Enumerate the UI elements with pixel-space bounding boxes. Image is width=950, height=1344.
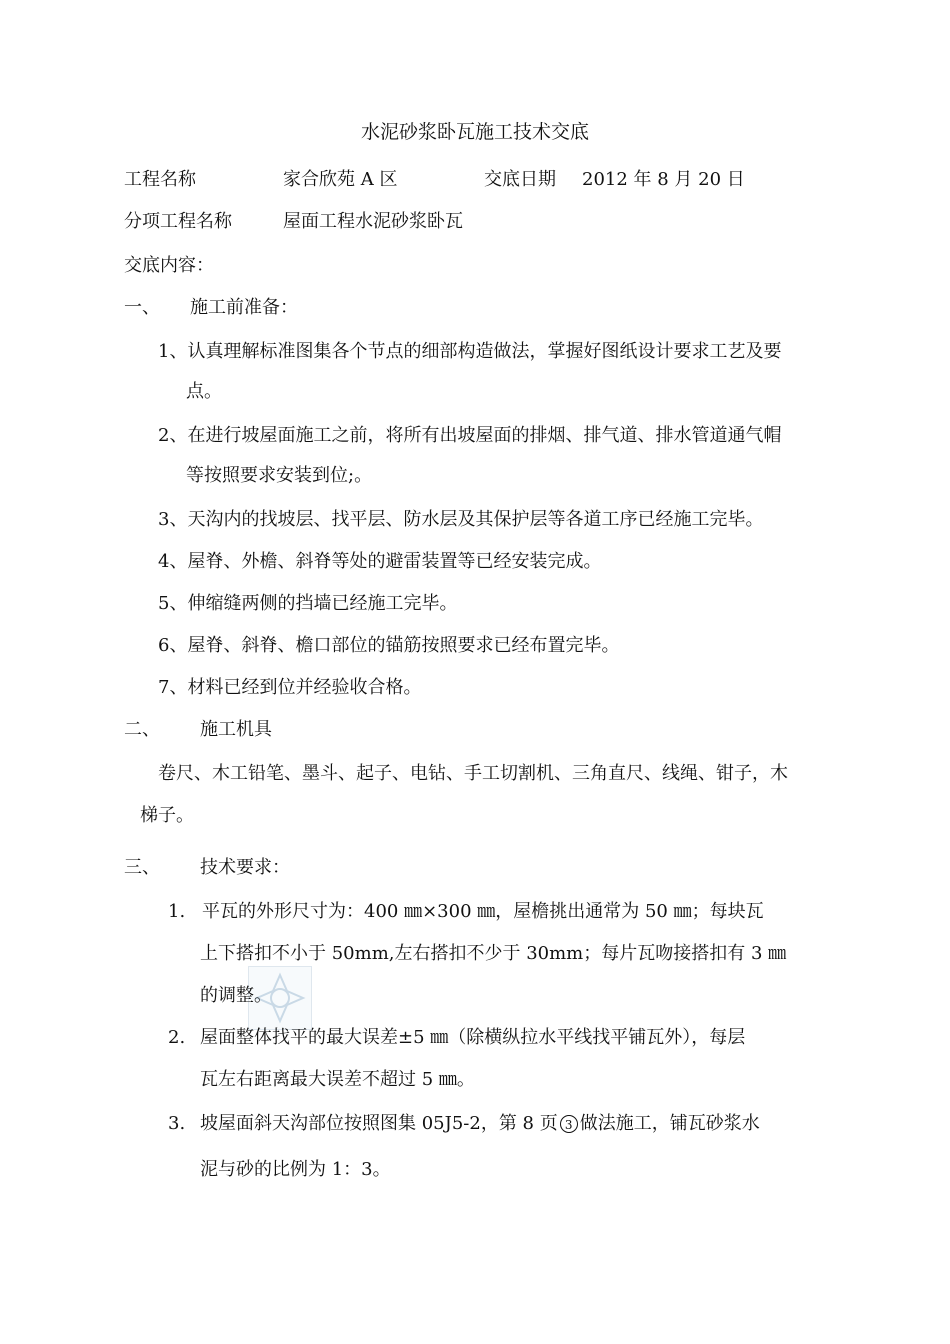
prep-item-7: 7、材料已经到位并经验收合格。	[158, 677, 422, 698]
sub-project-value: 屋面工程水泥砂浆卧瓦	[283, 211, 463, 232]
tech-item-3-cont: 泥与砂的比例为 1：3。	[200, 1159, 391, 1180]
prep-item-5: 5、伸缩缝两侧的挡墙已经施工完毕。	[158, 593, 458, 614]
tech-item-3-text-b: 做法施工，铺瓦砂浆水	[579, 1113, 760, 1134]
prep-item-4: 4、屋脊、外檐、斜脊等处的避雷装置等已经安装完成。	[158, 551, 602, 572]
tech-item-2-cont: 瓦左右距离最大误差不超过 5 ㎜。	[200, 1069, 475, 1090]
prep-item-2: 2、在进行坡屋面施工之前，将所有出坡屋面的排烟、排气道、排水管道通气帽	[158, 425, 782, 446]
project-name-value: 家合欣苑 A 区	[283, 169, 398, 190]
section-1-title: 施工前准备：	[190, 297, 298, 318]
handover-date-value: 2012 年 8 月 20 日	[582, 169, 745, 190]
prep-item-1: 1、认真理解标准图集各个节点的细部构造做法，掌握好图纸设计要求工艺及要	[158, 341, 782, 362]
prep-item-3: 3、天沟内的找坡层、找平层、防水层及其保护层等各道工序已经施工完毕。	[158, 509, 764, 530]
tech-item-1: 平瓦的外形尺寸为：400 ㎜×300 ㎜，屋檐挑出通常为 50 ㎜；每块瓦	[202, 901, 764, 922]
tools-list: 卷尺、木工铅笔、墨斗、起子、电钻、手工切割机、三角直尺、线绳、钳子，木	[158, 763, 788, 784]
section-1-number: 一、	[124, 297, 160, 318]
section-2-number: 二、	[124, 719, 160, 740]
document-title: 水泥砂浆卧瓦施工技术交底	[360, 121, 589, 143]
tech-item-3	[200, 1112, 760, 1136]
tech-item-1-cont2: 的调整。	[200, 985, 272, 1006]
section-3-number: 三、	[124, 857, 160, 878]
tech-item-2: 屋面整体找平的最大误差±5 ㎜（除横纵拉水平线找平铺瓦外），每层	[200, 1027, 746, 1048]
tech-item-3-text-a: 坡屋面斜天沟部位按照图集 05J5-2，第 8 页	[200, 1113, 558, 1134]
handover-date-label: 交底日期	[484, 169, 556, 190]
tech-item-3-number: 3.	[168, 1113, 186, 1134]
tech-item-2-number: 2.	[168, 1027, 186, 1048]
content-label: 交底内容：	[124, 255, 214, 276]
project-name-label: 工程名称	[124, 169, 196, 190]
circled-number: 3	[560, 1115, 578, 1133]
prep-item-1-cont: 点。	[186, 381, 222, 402]
tech-item-1-number: 1.	[168, 901, 186, 922]
tools-list-cont: 梯子。	[140, 805, 194, 826]
prep-item-2-cont: 等按照要求安装到位;。	[186, 465, 373, 486]
section-2-title: 施工机具	[200, 719, 272, 740]
section-3-title: 技术要求：	[200, 857, 290, 878]
tech-item-1-cont: 上下搭扣不小于 50mm,左右搭扣不少于 30mm；每片瓦吻接搭扣有 3 ㎜	[200, 943, 787, 964]
sub-project-label: 分项工程名称	[124, 211, 232, 232]
prep-item-6: 6、屋脊、斜脊、檐口部位的锚筋按照要求已经布置完毕。	[158, 635, 620, 656]
